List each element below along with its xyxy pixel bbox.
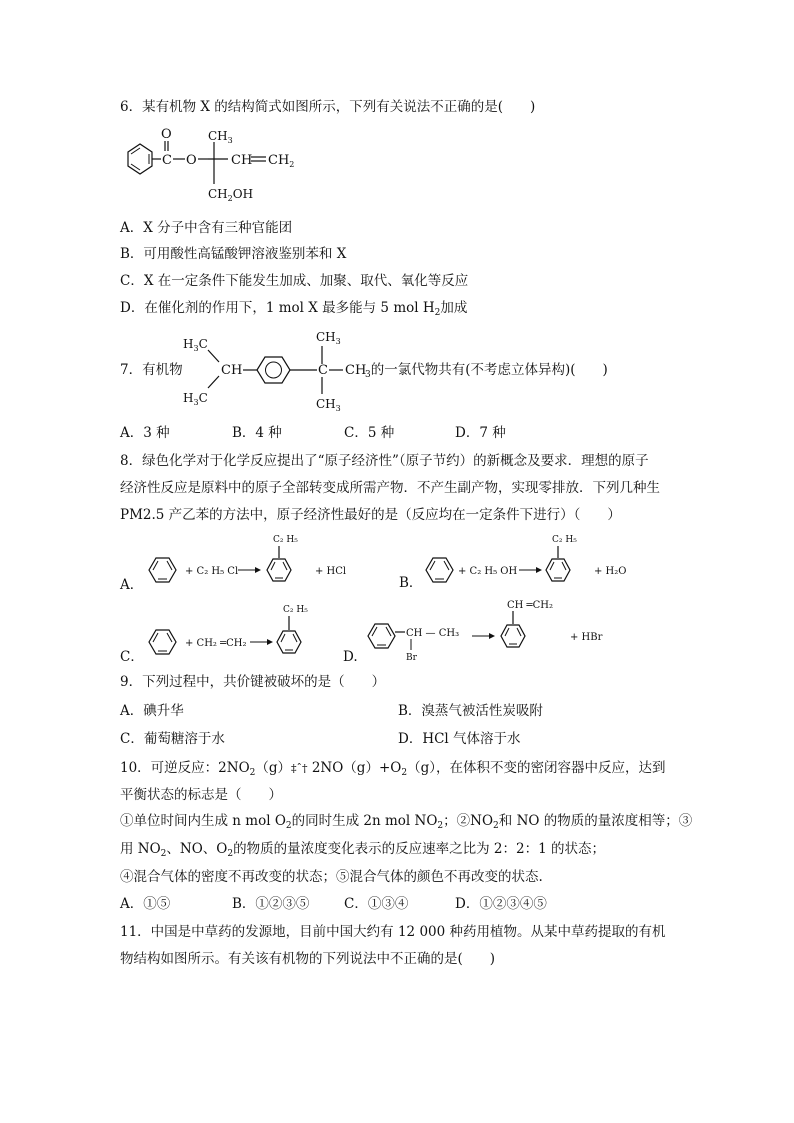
- q7-option-a: A．3 种: [120, 425, 170, 441]
- q7-ch3-right: CH: [345, 363, 367, 378]
- q6-ch: CH: [231, 153, 253, 168]
- benzene-ring: [128, 144, 152, 174]
- q8-equation-b: [422, 532, 662, 592]
- q7-structure: [183, 330, 373, 413]
- q10-line-4: 用 $NO_2$、NO、$O_2$的物质的量浓度变化表示的反应速率之比为 2：2：1 的状态；: [120, 841, 605, 859]
- q10-option-b: B．①②③⑤: [232, 896, 310, 912]
- q9-option-a: A．碘升华: [120, 703, 184, 719]
- q6-stem: 6．某有机物 X 的结构简式如图所示，下列有关说法不正确的是( ): [120, 99, 536, 115]
- q6-option-a: A．X 分子中含有三种官能团: [120, 220, 293, 236]
- q8-equation-a: [145, 532, 375, 592]
- q8-a-product-sub: C₂ H₅: [273, 535, 298, 545]
- q6-structure: [118, 124, 418, 204]
- q7-benzene-ring: [257, 357, 290, 383]
- q7-suffix: $_3$的一氯代物共有(不考虑立体异构)( ): [365, 362, 608, 380]
- q7-ch3-bot: $CH_3$: [316, 397, 341, 413]
- q6-option-d: D．在催化剂的作用下，1 mol X 最多能与 5 mol $H_2$加成: [120, 300, 468, 318]
- q6-ch2-end: $CH_2$: [268, 153, 295, 169]
- q8-equation-d: [362, 592, 642, 672]
- q8-label-b: B．: [399, 575, 423, 591]
- q8-d-reactant-chain: CH — CH₃: [406, 628, 460, 639]
- q7-option-b: B．4 种: [232, 425, 282, 441]
- q10-line-3: ①单位时间内生成 n mol $O_2$的同时生成 2n mol $NO_2$；$②NO_2$和 NO 的物质的量浓度相等；③: [120, 813, 693, 831]
- q7-ch3-top: $CH_3$: [316, 330, 341, 346]
- q6-carbonyl-o: O: [161, 127, 172, 142]
- q8-b-reagent: + C₂ H₅ OH: [458, 566, 518, 577]
- q11-line-2: 物结构如图所示。有关该有机物的下列说法中不正确的是( ): [120, 951, 496, 967]
- q8-label-a: A．: [120, 577, 144, 593]
- q10-line-5: ④混合气体的密度不再改变的状态；⑤混合气体的颜色不再改变的状态.: [120, 869, 543, 885]
- q10-option-a: A．①⑤: [120, 896, 171, 912]
- q8-d-product-sub: CH ═CH₂: [507, 600, 553, 611]
- q6-ch2oh: $CH_2OH$: [208, 187, 254, 203]
- q8-d-byproduct: + HBr: [570, 632, 603, 643]
- q10-line-1: 10．可逆反应：$2NO_2(g)\ddagger ˆ\dagger$ $2NO(g)+O_2(g)$，在体积不变的密闭容器中反应，达到: [120, 760, 666, 778]
- q7-quaternary-c: C: [318, 363, 328, 378]
- q7-option-d: D．7 种: [455, 425, 506, 441]
- q7-ch: CH: [221, 363, 243, 378]
- q6-ch3: $CH_3$: [208, 129, 233, 145]
- q7-option-c: C．5 种: [344, 425, 395, 441]
- q8-a-byproduct: + HCl: [315, 566, 347, 577]
- q9-option-d: D．HCl 气体溶于水: [398, 731, 521, 747]
- q7-prefix: 7．有机物: [120, 362, 183, 378]
- q7-h3c-bot: $H_3C$: [183, 391, 208, 407]
- q8-d-reactant-br: Br: [406, 653, 417, 663]
- q8-c-reagent: + CH₂ ═CH₂: [185, 638, 247, 649]
- q11-line-1: 11．中国是中草药的发源地，目前中国大约有 12 000 种药用植物。从某中草药提取的有机: [120, 924, 666, 940]
- q10-option-c: C．①③④: [344, 896, 409, 912]
- q8-stem-line-1: 8．绿色化学对于化学反应提出了“原子经济性”（原子节约）的新概念及要求．理想的原子: [120, 453, 649, 469]
- q9-option-b: B．溴蒸气被活性炭吸附: [398, 703, 543, 719]
- q8-label-d: D.: [343, 649, 358, 665]
- q8-c-product-sub: C₂ H₅: [283, 605, 308, 615]
- q10-line-2: 平衡状态的标志是（ ）: [120, 787, 282, 803]
- q10-option-d: D．①②③④⑤: [455, 896, 547, 912]
- q8-a-reagent: + C₂ H₅ Cl: [185, 566, 239, 577]
- q8-label-c: C．: [120, 649, 144, 665]
- q8-stem-line-2: 经济性反应是原料中的原子全部转变成所需产物．不产生副产物，实现零排放．下列几种生: [120, 480, 660, 496]
- q8-b-product-sub: C₂ H₅: [552, 535, 577, 545]
- q8-stem-line-3: PM2.5 产乙苯的方法中，原子经济性最好的是（反应均在一定条件下进行）（ ）: [120, 507, 621, 523]
- q6-carbonyl-c: C: [162, 153, 172, 168]
- q7-h3c-top: $H_3C$: [183, 337, 208, 353]
- q8-equation-c: [145, 600, 345, 672]
- q9-option-c: C．葡萄糖溶于水: [120, 731, 225, 747]
- q6-option-c: C．X 在一定条件下能发生加成、加聚、取代、氧化等反应: [120, 273, 469, 289]
- q9-stem: 9．下列过程中，共价键被破坏的是（ ）: [120, 674, 386, 690]
- q6-option-b: B．可用酸性高锰酸钾溶液鉴别苯和 X: [120, 246, 347, 262]
- q8-b-byproduct: + H₂O: [594, 566, 627, 577]
- q6-ester-o: O: [186, 153, 197, 168]
